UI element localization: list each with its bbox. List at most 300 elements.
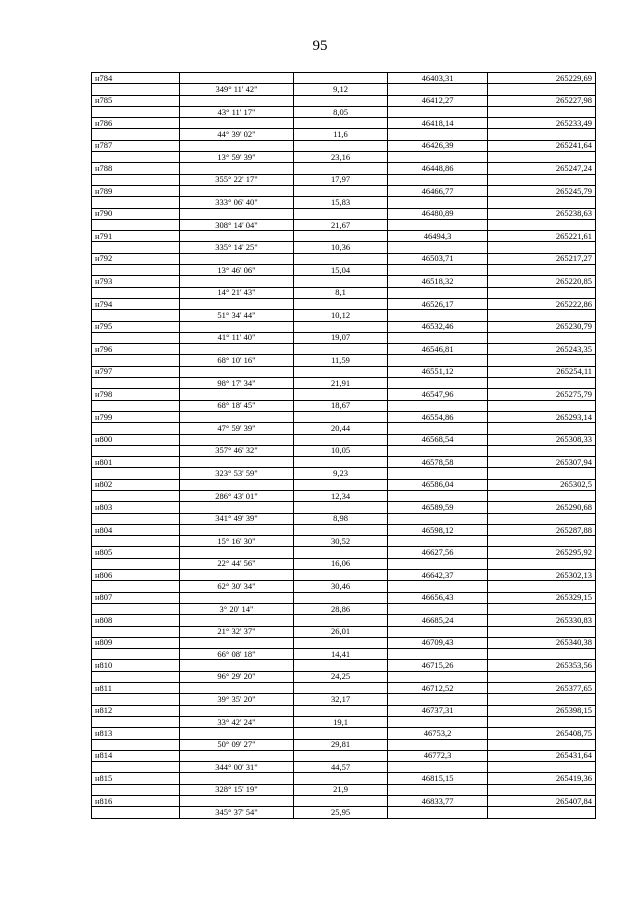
empty-cell bbox=[180, 231, 294, 242]
empty-cell bbox=[92, 558, 180, 569]
point-row bbox=[92, 524, 596, 535]
direction-angle: 3° 20' 14" bbox=[180, 603, 294, 614]
x-coordinate: 46554,86 bbox=[388, 411, 488, 422]
y-coordinate: 265330,83 bbox=[488, 615, 596, 626]
empty-cell bbox=[488, 332, 596, 343]
segment-length: 19,1 bbox=[294, 716, 388, 727]
direction-angle: 13° 59' 39" bbox=[180, 152, 294, 163]
x-coordinate: 46772,3 bbox=[388, 750, 488, 761]
point-id: н814 bbox=[92, 750, 180, 761]
direction-angle: 344° 00' 31" bbox=[180, 762, 294, 773]
empty-cell bbox=[388, 332, 488, 343]
segment-row bbox=[92, 423, 596, 434]
empty-cell bbox=[180, 434, 294, 445]
empty-cell bbox=[388, 581, 488, 592]
empty-cell bbox=[488, 694, 596, 705]
x-coordinate: 46412,27 bbox=[388, 95, 488, 106]
segment-length: 30,46 bbox=[294, 581, 388, 592]
x-coordinate: 46480,89 bbox=[388, 208, 488, 219]
point-id: н786 bbox=[92, 118, 180, 129]
direction-angle: 13° 46' 06" bbox=[180, 265, 294, 276]
empty-cell bbox=[92, 762, 180, 773]
point-row bbox=[92, 276, 596, 287]
empty-cell bbox=[388, 626, 488, 637]
segment-row bbox=[92, 355, 596, 366]
y-coordinate: 265217,27 bbox=[488, 253, 596, 264]
empty-cell bbox=[388, 762, 488, 773]
empty-cell bbox=[388, 378, 488, 389]
empty-cell bbox=[388, 174, 488, 185]
segment-length: 16,06 bbox=[294, 558, 388, 569]
x-coordinate: 46448,86 bbox=[388, 163, 488, 174]
point-row bbox=[92, 637, 596, 648]
segment-row bbox=[92, 265, 596, 276]
empty-cell bbox=[488, 807, 596, 818]
empty-cell bbox=[388, 106, 488, 117]
empty-cell bbox=[92, 129, 180, 140]
direction-angle: 308° 14' 04" bbox=[180, 219, 294, 230]
x-coordinate: 46712,52 bbox=[388, 683, 488, 694]
empty-cell bbox=[488, 152, 596, 163]
segment-length: 11,59 bbox=[294, 355, 388, 366]
segment-row bbox=[92, 739, 596, 750]
point-row bbox=[92, 502, 596, 513]
y-coordinate: 265377,65 bbox=[488, 683, 596, 694]
x-coordinate: 46403,31 bbox=[388, 73, 488, 84]
empty-cell bbox=[92, 84, 180, 95]
segment-row bbox=[92, 468, 596, 479]
empty-cell bbox=[294, 705, 388, 716]
empty-cell bbox=[92, 378, 180, 389]
direction-angle: 15° 16' 30" bbox=[180, 536, 294, 547]
segment-row bbox=[92, 784, 596, 795]
segment-length: 8,05 bbox=[294, 106, 388, 117]
empty-cell bbox=[180, 321, 294, 332]
direction-angle: 349° 11' 42" bbox=[180, 84, 294, 95]
empty-cell bbox=[180, 344, 294, 355]
segment-length: 10,12 bbox=[294, 310, 388, 321]
direction-angle: 357° 46' 32" bbox=[180, 445, 294, 456]
point-row bbox=[92, 705, 596, 716]
empty-cell bbox=[92, 649, 180, 660]
point-row bbox=[92, 95, 596, 106]
y-coordinate: 265340,38 bbox=[488, 637, 596, 648]
y-coordinate: 265220,85 bbox=[488, 276, 596, 287]
segment-length: 10,36 bbox=[294, 242, 388, 253]
segment-row bbox=[92, 84, 596, 95]
empty-cell bbox=[388, 400, 488, 411]
empty-cell bbox=[92, 536, 180, 547]
point-row bbox=[92, 750, 596, 761]
empty-cell bbox=[388, 265, 488, 276]
empty-cell bbox=[488, 762, 596, 773]
x-coordinate: 46737,31 bbox=[388, 705, 488, 716]
empty-cell bbox=[180, 796, 294, 807]
empty-cell bbox=[488, 242, 596, 253]
empty-cell bbox=[388, 490, 488, 501]
point-row bbox=[92, 366, 596, 377]
y-coordinate: 265230,79 bbox=[488, 321, 596, 332]
point-id: н790 bbox=[92, 208, 180, 219]
y-coordinate: 265229,69 bbox=[488, 73, 596, 84]
segment-row bbox=[92, 310, 596, 321]
direction-angle: 33° 42' 24" bbox=[180, 716, 294, 727]
empty-cell bbox=[488, 558, 596, 569]
segment-length: 25,95 bbox=[294, 807, 388, 818]
x-coordinate: 46551,12 bbox=[388, 366, 488, 377]
point-id: н785 bbox=[92, 95, 180, 106]
empty-cell bbox=[388, 152, 488, 163]
point-row bbox=[92, 208, 596, 219]
empty-cell bbox=[294, 773, 388, 784]
point-id: н815 bbox=[92, 773, 180, 784]
empty-cell bbox=[488, 649, 596, 660]
empty-cell bbox=[388, 310, 488, 321]
y-coordinate: 265238,63 bbox=[488, 208, 596, 219]
segment-row bbox=[92, 106, 596, 117]
x-coordinate: 46532,46 bbox=[388, 321, 488, 332]
point-id: н805 bbox=[92, 547, 180, 558]
empty-cell bbox=[388, 423, 488, 434]
empty-cell bbox=[92, 603, 180, 614]
segment-length: 44,57 bbox=[294, 762, 388, 773]
segment-row bbox=[92, 197, 596, 208]
direction-angle: 66° 08' 18" bbox=[180, 649, 294, 660]
empty-cell bbox=[488, 739, 596, 750]
empty-cell bbox=[388, 84, 488, 95]
direction-angle: 51° 34' 44" bbox=[180, 310, 294, 321]
direction-angle: 335° 14' 25" bbox=[180, 242, 294, 253]
direction-angle: 341° 49' 39" bbox=[180, 513, 294, 524]
empty-cell bbox=[294, 524, 388, 535]
empty-cell bbox=[294, 366, 388, 377]
segment-length: 21,9 bbox=[294, 784, 388, 795]
direction-angle: 68° 10' 16" bbox=[180, 355, 294, 366]
point-id: н809 bbox=[92, 637, 180, 648]
direction-angle: 50° 09' 27" bbox=[180, 739, 294, 750]
empty-cell bbox=[180, 524, 294, 535]
x-coordinate: 46518,32 bbox=[388, 276, 488, 287]
y-coordinate: 265233,49 bbox=[488, 118, 596, 129]
empty-cell bbox=[180, 298, 294, 309]
x-coordinate: 46568,54 bbox=[388, 434, 488, 445]
empty-cell bbox=[488, 400, 596, 411]
y-coordinate: 265245,79 bbox=[488, 185, 596, 196]
x-coordinate: 46833,77 bbox=[388, 796, 488, 807]
y-coordinate: 265290,68 bbox=[488, 502, 596, 513]
empty-cell bbox=[488, 265, 596, 276]
empty-cell bbox=[388, 671, 488, 682]
empty-cell bbox=[294, 457, 388, 468]
empty-cell bbox=[488, 129, 596, 140]
segment-length: 29,81 bbox=[294, 739, 388, 750]
direction-angle: 96° 29' 20" bbox=[180, 671, 294, 682]
point-id: н794 bbox=[92, 298, 180, 309]
x-coordinate: 46753,2 bbox=[388, 728, 488, 739]
segment-length: 9,23 bbox=[294, 468, 388, 479]
y-coordinate: 265302,5 bbox=[488, 479, 596, 490]
segment-row bbox=[92, 807, 596, 818]
segment-length: 9,12 bbox=[294, 84, 388, 95]
direction-angle: 21° 32' 37" bbox=[180, 626, 294, 637]
empty-cell bbox=[180, 389, 294, 400]
point-id: н788 bbox=[92, 163, 180, 174]
point-id: н787 bbox=[92, 140, 180, 151]
direction-angle: 355° 22' 17" bbox=[180, 174, 294, 185]
empty-cell bbox=[92, 106, 180, 117]
segment-row bbox=[92, 536, 596, 547]
point-id: н808 bbox=[92, 615, 180, 626]
segment-row bbox=[92, 762, 596, 773]
x-coordinate: 46709,43 bbox=[388, 637, 488, 648]
segment-row bbox=[92, 332, 596, 343]
segment-length: 12,34 bbox=[294, 490, 388, 501]
y-coordinate: 265221,61 bbox=[488, 231, 596, 242]
page-number: 95 bbox=[312, 38, 328, 54]
point-row bbox=[92, 321, 596, 332]
y-coordinate: 265408,75 bbox=[488, 728, 596, 739]
x-coordinate: 46586,04 bbox=[388, 479, 488, 490]
empty-cell bbox=[488, 716, 596, 727]
segment-row bbox=[92, 400, 596, 411]
empty-cell bbox=[92, 671, 180, 682]
point-id: н813 bbox=[92, 728, 180, 739]
direction-angle: 68° 18' 45" bbox=[180, 400, 294, 411]
point-id: н784 bbox=[92, 73, 180, 84]
empty-cell bbox=[92, 242, 180, 253]
empty-cell bbox=[294, 344, 388, 355]
empty-cell bbox=[294, 389, 388, 400]
empty-cell bbox=[488, 355, 596, 366]
empty-cell bbox=[92, 197, 180, 208]
empty-cell bbox=[180, 570, 294, 581]
point-row bbox=[92, 592, 596, 603]
x-coordinate: 46494,3 bbox=[388, 231, 488, 242]
direction-angle: 44° 39' 02" bbox=[180, 129, 294, 140]
x-coordinate: 46685,24 bbox=[388, 615, 488, 626]
empty-cell bbox=[488, 106, 596, 117]
empty-cell bbox=[488, 197, 596, 208]
x-coordinate: 46503,71 bbox=[388, 253, 488, 264]
empty-cell bbox=[92, 468, 180, 479]
empty-cell bbox=[388, 603, 488, 614]
empty-cell bbox=[180, 592, 294, 603]
point-id: н810 bbox=[92, 660, 180, 671]
empty-cell bbox=[92, 784, 180, 795]
empty-cell bbox=[180, 660, 294, 671]
point-row bbox=[92, 344, 596, 355]
empty-cell bbox=[92, 174, 180, 185]
empty-cell bbox=[488, 378, 596, 389]
empty-cell bbox=[388, 355, 488, 366]
point-row bbox=[92, 118, 596, 129]
empty-cell bbox=[294, 321, 388, 332]
empty-cell bbox=[294, 683, 388, 694]
empty-cell bbox=[294, 253, 388, 264]
x-coordinate: 46589,59 bbox=[388, 502, 488, 513]
empty-cell bbox=[488, 490, 596, 501]
segment-row bbox=[92, 174, 596, 185]
y-coordinate: 265353,56 bbox=[488, 660, 596, 671]
empty-cell bbox=[92, 739, 180, 750]
segment-row bbox=[92, 378, 596, 389]
empty-cell bbox=[180, 411, 294, 422]
y-coordinate: 265308,33 bbox=[488, 434, 596, 445]
point-id: н812 bbox=[92, 705, 180, 716]
point-row bbox=[92, 73, 596, 84]
segment-length: 26,01 bbox=[294, 626, 388, 637]
empty-cell bbox=[294, 637, 388, 648]
empty-cell bbox=[92, 423, 180, 434]
empty-cell bbox=[180, 457, 294, 468]
empty-cell bbox=[180, 705, 294, 716]
empty-cell bbox=[488, 603, 596, 614]
empty-cell bbox=[488, 445, 596, 456]
direction-angle: 41° 11' 40" bbox=[180, 332, 294, 343]
point-row bbox=[92, 773, 596, 784]
empty-cell bbox=[294, 547, 388, 558]
empty-cell bbox=[92, 265, 180, 276]
empty-cell bbox=[92, 400, 180, 411]
empty-cell bbox=[294, 298, 388, 309]
empty-cell bbox=[180, 479, 294, 490]
point-row bbox=[92, 231, 596, 242]
y-coordinate: 265243,35 bbox=[488, 344, 596, 355]
segment-length: 30,52 bbox=[294, 536, 388, 547]
segment-length: 32,17 bbox=[294, 694, 388, 705]
empty-cell bbox=[388, 536, 488, 547]
segment-length: 24,25 bbox=[294, 671, 388, 682]
point-id: н816 bbox=[92, 796, 180, 807]
empty-cell bbox=[294, 73, 388, 84]
empty-cell bbox=[92, 355, 180, 366]
point-id: н799 bbox=[92, 411, 180, 422]
empty-cell bbox=[294, 208, 388, 219]
empty-cell bbox=[294, 660, 388, 671]
empty-cell bbox=[92, 287, 180, 298]
empty-cell bbox=[180, 615, 294, 626]
empty-cell bbox=[388, 468, 488, 479]
direction-angle: 286° 43' 01" bbox=[180, 490, 294, 501]
segment-length: 21,91 bbox=[294, 378, 388, 389]
empty-cell bbox=[388, 242, 488, 253]
empty-cell bbox=[294, 728, 388, 739]
x-coordinate: 46656,43 bbox=[388, 592, 488, 603]
segment-row bbox=[92, 490, 596, 501]
point-id: н807 bbox=[92, 592, 180, 603]
direction-angle: 43° 11' 17" bbox=[180, 106, 294, 117]
empty-cell bbox=[180, 163, 294, 174]
empty-cell bbox=[180, 366, 294, 377]
empty-cell bbox=[388, 649, 488, 660]
segment-row bbox=[92, 581, 596, 592]
y-coordinate: 265254,11 bbox=[488, 366, 596, 377]
segment-row bbox=[92, 558, 596, 569]
empty-cell bbox=[180, 683, 294, 694]
segment-row bbox=[92, 219, 596, 230]
empty-cell bbox=[294, 570, 388, 581]
empty-cell bbox=[180, 773, 294, 784]
segment-row bbox=[92, 287, 596, 298]
point-row bbox=[92, 479, 596, 490]
empty-cell bbox=[488, 581, 596, 592]
segment-row bbox=[92, 513, 596, 524]
x-coordinate: 46418,14 bbox=[388, 118, 488, 129]
point-row bbox=[92, 185, 596, 196]
empty-cell bbox=[488, 219, 596, 230]
empty-cell bbox=[294, 592, 388, 603]
point-row bbox=[92, 140, 596, 151]
y-coordinate: 265398,15 bbox=[488, 705, 596, 716]
direction-angle: 14° 21' 43" bbox=[180, 287, 294, 298]
empty-cell bbox=[92, 694, 180, 705]
y-coordinate: 265431,64 bbox=[488, 750, 596, 761]
empty-cell bbox=[294, 479, 388, 490]
x-coordinate: 46598,12 bbox=[388, 524, 488, 535]
segment-length: 28,86 bbox=[294, 603, 388, 614]
direction-angle: 333° 06' 40" bbox=[180, 197, 294, 208]
empty-cell bbox=[294, 411, 388, 422]
segment-length: 10,05 bbox=[294, 445, 388, 456]
empty-cell bbox=[92, 807, 180, 818]
direction-angle: 345° 37' 54" bbox=[180, 807, 294, 818]
empty-cell bbox=[294, 231, 388, 242]
empty-cell bbox=[488, 513, 596, 524]
y-coordinate: 265287,88 bbox=[488, 524, 596, 535]
empty-cell bbox=[488, 174, 596, 185]
segment-length: 14,41 bbox=[294, 649, 388, 660]
empty-cell bbox=[388, 219, 488, 230]
segment-row bbox=[92, 152, 596, 163]
y-coordinate: 265275,79 bbox=[488, 389, 596, 400]
point-id: н803 bbox=[92, 502, 180, 513]
segment-row bbox=[92, 445, 596, 456]
empty-cell bbox=[294, 750, 388, 761]
segment-length: 18,67 bbox=[294, 400, 388, 411]
direction-angle: 328° 15' 19" bbox=[180, 784, 294, 795]
y-coordinate: 265295,92 bbox=[488, 547, 596, 558]
segment-row bbox=[92, 603, 596, 614]
direction-angle: 323° 53' 59" bbox=[180, 468, 294, 479]
direction-angle: 62° 30' 34" bbox=[180, 581, 294, 592]
point-row bbox=[92, 434, 596, 445]
x-coordinate: 46426,39 bbox=[388, 140, 488, 151]
empty-cell bbox=[294, 140, 388, 151]
point-row bbox=[92, 547, 596, 558]
point-row bbox=[92, 253, 596, 264]
direction-angle: 22° 44' 56" bbox=[180, 558, 294, 569]
segment-length: 15,83 bbox=[294, 197, 388, 208]
y-coordinate: 265302,13 bbox=[488, 570, 596, 581]
coordinates-table-body bbox=[92, 73, 596, 819]
empty-cell bbox=[294, 95, 388, 106]
point-id: н800 bbox=[92, 434, 180, 445]
empty-cell bbox=[92, 219, 180, 230]
empty-cell bbox=[92, 310, 180, 321]
segment-length: 19,07 bbox=[294, 332, 388, 343]
segment-row bbox=[92, 242, 596, 253]
segment-row bbox=[92, 626, 596, 637]
empty-cell bbox=[180, 95, 294, 106]
point-id: н802 bbox=[92, 479, 180, 490]
segment-length: 8,1 bbox=[294, 287, 388, 298]
empty-cell bbox=[388, 287, 488, 298]
y-coordinate: 265247,24 bbox=[488, 163, 596, 174]
y-coordinate: 265222,86 bbox=[488, 298, 596, 309]
point-row bbox=[92, 163, 596, 174]
segment-length: 8,98 bbox=[294, 513, 388, 524]
segment-length: 21,67 bbox=[294, 219, 388, 230]
